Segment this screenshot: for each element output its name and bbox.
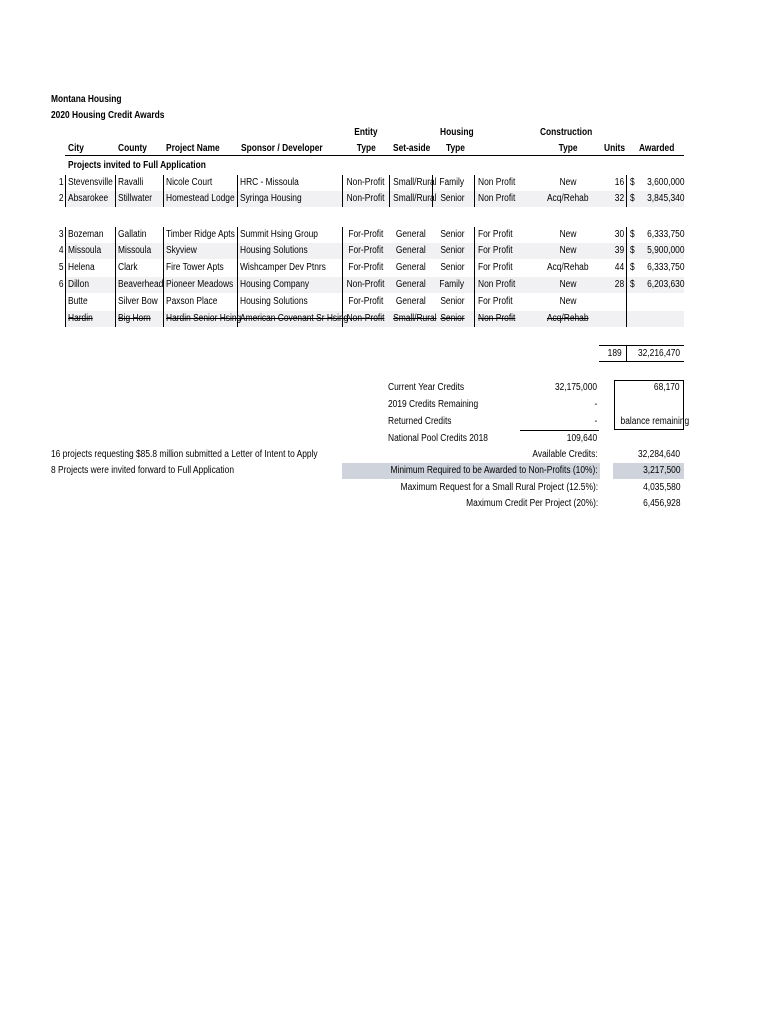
row-units: 44	[614, 262, 624, 273]
row-entity-type: Non-Profit	[347, 279, 385, 290]
row-profit-status: For Profit	[478, 262, 513, 273]
balance-label: balance remaining	[620, 416, 690, 427]
row-project-name: Fire Tower Apts	[166, 262, 224, 273]
row-number	[50, 313, 64, 325]
min-nonprofit-label: Minimum Required to be Awarded to Non-Profits (10%):	[390, 465, 598, 476]
row-awarded: 3,600,000	[647, 177, 685, 188]
row-setaside: General	[395, 262, 426, 273]
row-city: Hardin	[68, 313, 93, 324]
row-dollar-sign: $	[630, 245, 635, 256]
row-entity-type: Non-Profit	[347, 177, 385, 188]
row-city: Helena	[68, 262, 95, 273]
row-units	[600, 313, 624, 325]
row-number	[50, 296, 64, 308]
header-underline	[65, 155, 684, 156]
row-profit-status: Non Profit	[478, 279, 516, 290]
row-housing-type: Family	[439, 177, 465, 188]
row-construction-type: New	[559, 245, 577, 256]
row-number: 2	[59, 193, 64, 204]
row-county: Stillwater	[118, 193, 153, 204]
available-credits-label: Available Credits:	[532, 449, 598, 460]
row-project-name: Homestead Lodge	[166, 193, 235, 204]
row-number: 6	[59, 279, 64, 290]
row-units: 16	[614, 177, 624, 188]
row-city: Missoula	[68, 245, 102, 256]
row-project-name: Paxson Place	[166, 296, 218, 307]
grid-line	[237, 175, 238, 207]
row-units: 30	[614, 229, 624, 240]
row-setaside: General	[395, 229, 426, 240]
row-construction-type: New	[559, 229, 577, 240]
header-entity-top: Entity	[354, 127, 378, 138]
totals-bottom-rule	[599, 361, 684, 362]
row-city: Stevensville	[68, 177, 113, 188]
remaining-2019-value: -	[594, 399, 597, 410]
row-entity-type: Non-Profit	[347, 193, 385, 204]
row-housing-type: Family	[439, 279, 465, 290]
note-letters-of-intent: 16 projects requesting $85.8 million submitted a Letter of Intent to Apply	[51, 449, 318, 460]
row-sponsor: Summit Hsing Group	[240, 229, 318, 240]
row-dollar-sign: $	[630, 177, 635, 188]
max-small-rural-label: Maximum Request for a Small Rural Project (12.5%):	[400, 482, 598, 493]
row-project-name: Nicole Court	[166, 177, 213, 188]
row-number: 5	[59, 262, 64, 273]
grid-line	[626, 227, 627, 327]
balance-value: 68,170	[654, 382, 680, 393]
row-entity-type: For-Profit	[348, 245, 384, 256]
grid-line	[115, 175, 116, 207]
header-county: County	[118, 143, 147, 154]
row-city: Absarokee	[68, 193, 109, 204]
header-units: Units	[604, 143, 625, 154]
current-year-credits-value: 32,175,000	[554, 382, 597, 393]
row-setaside: General	[395, 245, 426, 256]
grid-line	[626, 345, 627, 361]
row-number: 1	[59, 177, 64, 188]
row-sponsor: Syringa Housing	[240, 193, 302, 204]
row-project-name: Timber Ridge Apts	[166, 229, 235, 240]
row-awarded: 5,900,000	[647, 245, 685, 256]
row-awarded: 6,333,750	[647, 229, 685, 240]
row-construction-type: New	[559, 177, 577, 188]
row-county: Missoula	[118, 245, 152, 256]
row-county: Clark	[118, 262, 138, 273]
row-number: 3	[59, 229, 64, 240]
row-city: Butte	[68, 296, 88, 307]
note-full-application: 8 Projects were invited forward to Full Application	[51, 465, 235, 476]
grid-line	[163, 227, 164, 327]
row-city: Dillon	[68, 279, 90, 290]
row-city: Bozeman	[68, 229, 104, 240]
header-construction-top: Construction	[539, 127, 592, 138]
credits-rule	[520, 430, 599, 431]
row-housing-type: Senior	[439, 296, 465, 307]
header-construction-bottom: Type	[559, 143, 578, 154]
grid-line	[65, 175, 66, 207]
report-title: Montana Housing	[51, 94, 122, 105]
section-label: Projects invited to Full Application	[68, 160, 206, 171]
row-units: 28	[614, 279, 624, 290]
grid-line	[65, 227, 66, 327]
row-sponsor: Housing Solutions	[240, 245, 308, 256]
row-construction-type: Acq/Rehab	[547, 193, 589, 204]
grid-line	[163, 175, 164, 207]
row-awarded: 6,203,630	[647, 279, 685, 290]
returned-credits-label: Returned Credits	[388, 416, 452, 427]
row-awarded: 3,845,340	[647, 193, 685, 204]
report-subtitle: 2020 Housing Credit Awards	[51, 110, 165, 121]
grid-line	[237, 227, 238, 327]
header-sponsor: Sponsor / Developer	[241, 143, 323, 154]
header-housing-top: Housing	[440, 127, 474, 138]
grid-line	[474, 227, 475, 327]
row-county: Big Horn	[118, 313, 151, 324]
remaining-2019-label: 2019 Credits Remaining	[388, 399, 479, 410]
row-county: Ravalli	[118, 177, 144, 188]
header-awarded: Awarded	[639, 143, 675, 154]
total-units: 189	[607, 348, 622, 359]
row-county: Silver Bow	[118, 296, 158, 307]
row-profit-status: Non Profit	[478, 193, 516, 204]
header-setaside: Set-aside	[393, 143, 431, 154]
row-setaside: Small/Rural	[393, 313, 437, 324]
row-housing-type: Senior	[439, 313, 465, 324]
row-housing-type: Senior	[439, 245, 465, 256]
row-dollar-sign	[630, 313, 640, 325]
national-pool-value: 109,640	[566, 433, 597, 444]
row-profit-status: Non Profit	[478, 177, 516, 188]
row-number: 4	[59, 245, 64, 256]
row-profit-status: For Profit	[478, 229, 513, 240]
row-setaside: Small/Rural	[393, 193, 437, 204]
row-sponsor: Housing Solutions	[240, 296, 308, 307]
row-sponsor: HRC - Missoula	[240, 177, 299, 188]
row-sponsor: Housing Company	[240, 279, 310, 290]
grid-line	[115, 227, 116, 327]
row-county: Gallatin	[118, 229, 147, 240]
row-entity-type: For-Profit	[348, 296, 384, 307]
row-construction-type: Acq/Rehab	[547, 262, 589, 273]
max-credit-value: 6,456,928	[642, 498, 680, 509]
row-profit-status: For Profit	[478, 245, 513, 256]
row-dollar-sign: $	[630, 229, 635, 240]
row-setaside: General	[395, 296, 426, 307]
row-awarded	[640, 313, 680, 325]
row-awarded: 6,333,750	[647, 262, 685, 273]
row-dollar-sign: $	[630, 262, 635, 273]
row-housing-type: Senior	[439, 193, 465, 204]
row-project-name: Pioneer Meadows	[166, 279, 234, 290]
row-profit-status: For Profit	[478, 296, 513, 307]
row-units: 39	[614, 245, 624, 256]
row-housing-type: Senior	[439, 262, 465, 273]
row-construction-type: Acq/Rehab	[547, 313, 589, 324]
min-nonprofit-value: 3,217,500	[642, 465, 680, 476]
grid-line	[342, 227, 343, 327]
grid-line	[626, 175, 627, 207]
row-project-name: Hardin Senior Hsing	[166, 313, 242, 324]
row-construction-type: New	[559, 296, 577, 307]
header-entity-bottom: Type	[356, 143, 376, 154]
row-project-name: Skyview	[166, 245, 197, 256]
max-small-rural-value: 4,035,580	[642, 482, 680, 493]
row-setaside: Small/Rural	[393, 177, 437, 188]
max-credit-label: Maximum Credit Per Project (20%):	[465, 498, 598, 509]
header-project-name: Project Name	[166, 143, 220, 154]
current-year-credits-label: Current Year Credits	[388, 382, 465, 393]
header-city: City	[68, 143, 84, 154]
returned-credits-value: -	[594, 416, 597, 427]
row-sponsor: Wishcamper Dev Ptnrs	[240, 262, 326, 273]
row-awarded	[640, 296, 680, 308]
row-units: 32	[614, 193, 624, 204]
row-setaside: General	[395, 279, 426, 290]
row-entity-type: Non-Profit	[347, 313, 385, 324]
row-entity-type: For-Profit	[348, 262, 384, 273]
row-dollar-sign: $	[630, 193, 635, 204]
row-entity-type: For-Profit	[348, 229, 384, 240]
row-construction-type: New	[559, 279, 577, 290]
row-profit-status: Non Profit	[478, 313, 516, 324]
row-county: Beaverhead	[118, 279, 164, 290]
row-sponsor: American Covenant Sr Hsing	[240, 313, 349, 324]
row-dollar-sign: $	[630, 279, 635, 290]
header-housing-bottom: Type	[446, 143, 465, 154]
grid-line	[474, 175, 475, 207]
row-units	[600, 296, 624, 308]
totals-top-rule	[599, 345, 684, 346]
row-housing-type: Senior	[439, 229, 465, 240]
total-awarded: 32,216,470	[637, 348, 680, 359]
available-credits-value: 32,284,640	[637, 449, 680, 460]
row-dollar-sign	[630, 296, 640, 308]
national-pool-label: National Pool Credits 2018	[388, 433, 488, 444]
